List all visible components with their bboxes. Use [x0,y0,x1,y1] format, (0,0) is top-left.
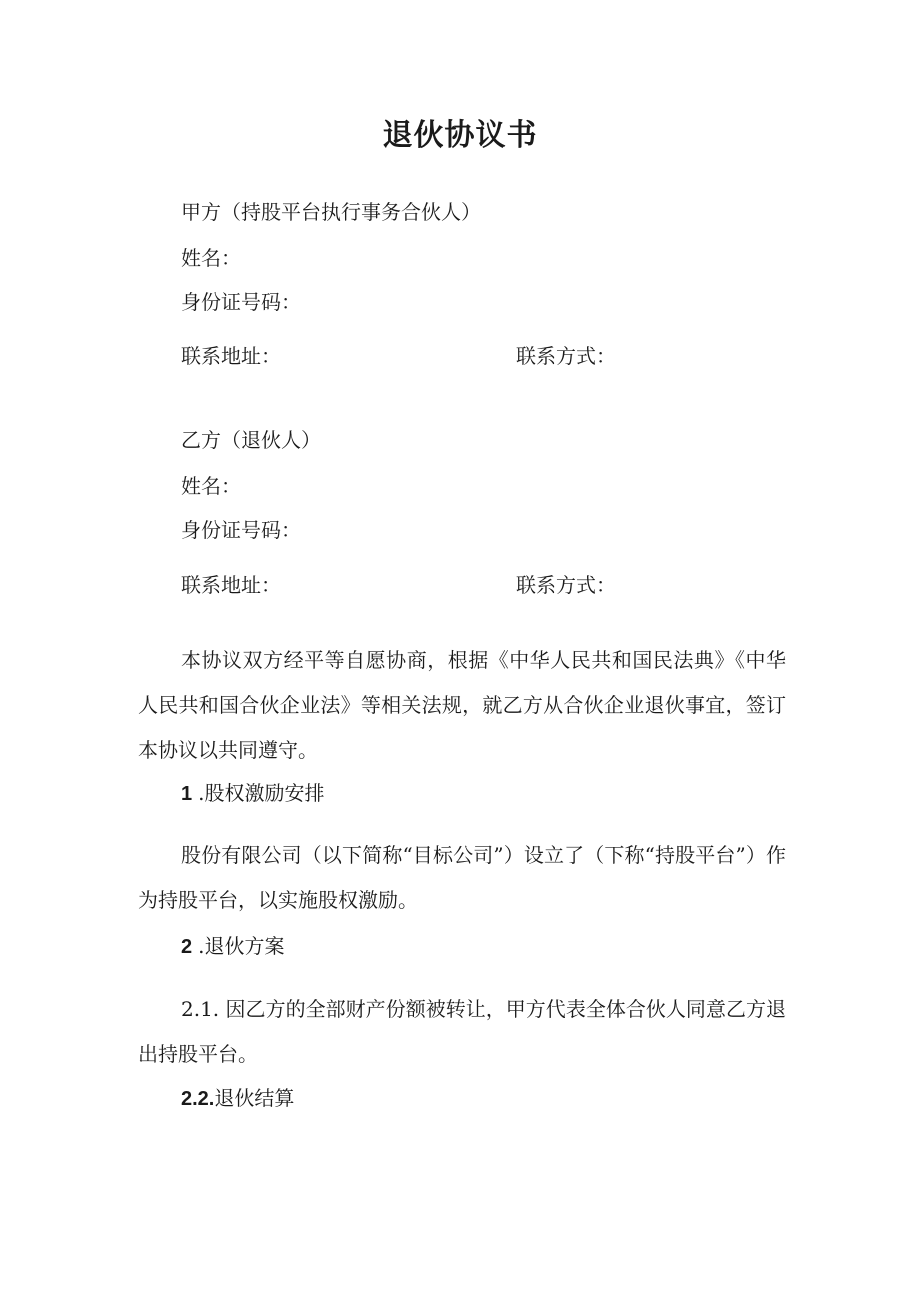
party-a-heading: 甲方（持股平台执行事务合伙人） [181,200,481,224]
section-2-heading [181,933,284,960]
party-a-contact-label: 联系方式： [516,344,616,368]
party-b-id-label: 身份证号码： [181,518,301,542]
section-1-heading [181,780,324,807]
party-b-contact-label: 联系方式： [516,573,616,597]
section-2-2-title: 退伙结算 [214,1086,295,1110]
section-2-title: .退伙方案 [198,934,285,958]
section-2-2-heading [181,1085,294,1112]
party-b-address-label: 联系地址： [181,573,281,597]
document-title: 退伙协议书 [382,118,538,153]
preamble-paragraph: 本协议双方经平等自愿协商，根据《中华人民共和国民法典》《中华人民共和国合伙企业法》等相关法规，就乙方从合伙企业退伙事宜，签订本协议以共同遵守。 [138,648,786,762]
section-2-number: 2 [181,936,193,958]
section-1-body: 股份有限公司（以下简称“目标公司”）设立了（下称“持股平台”）作为持股平台，以实施股权激励。 [138,843,786,912]
clause-2-1: 2.1. 因乙方的全部财产份额被转让，甲方代表全体合伙人同意乙方退出持股平台。 [138,997,786,1066]
party-a-address-label: 联系地址： [181,344,281,368]
section-2-2-number: 2.2. [181,1088,215,1110]
party-b-name-label: 姓名： [181,474,241,498]
party-b-heading: 乙方（退伙人） [181,428,321,452]
party-a-id-label: 身份证号码： [181,290,301,314]
party-a-name-label: 姓名： [181,246,241,270]
section-1-number: 1 [181,783,193,805]
section-1-title: .股权激励安排 [198,781,325,805]
